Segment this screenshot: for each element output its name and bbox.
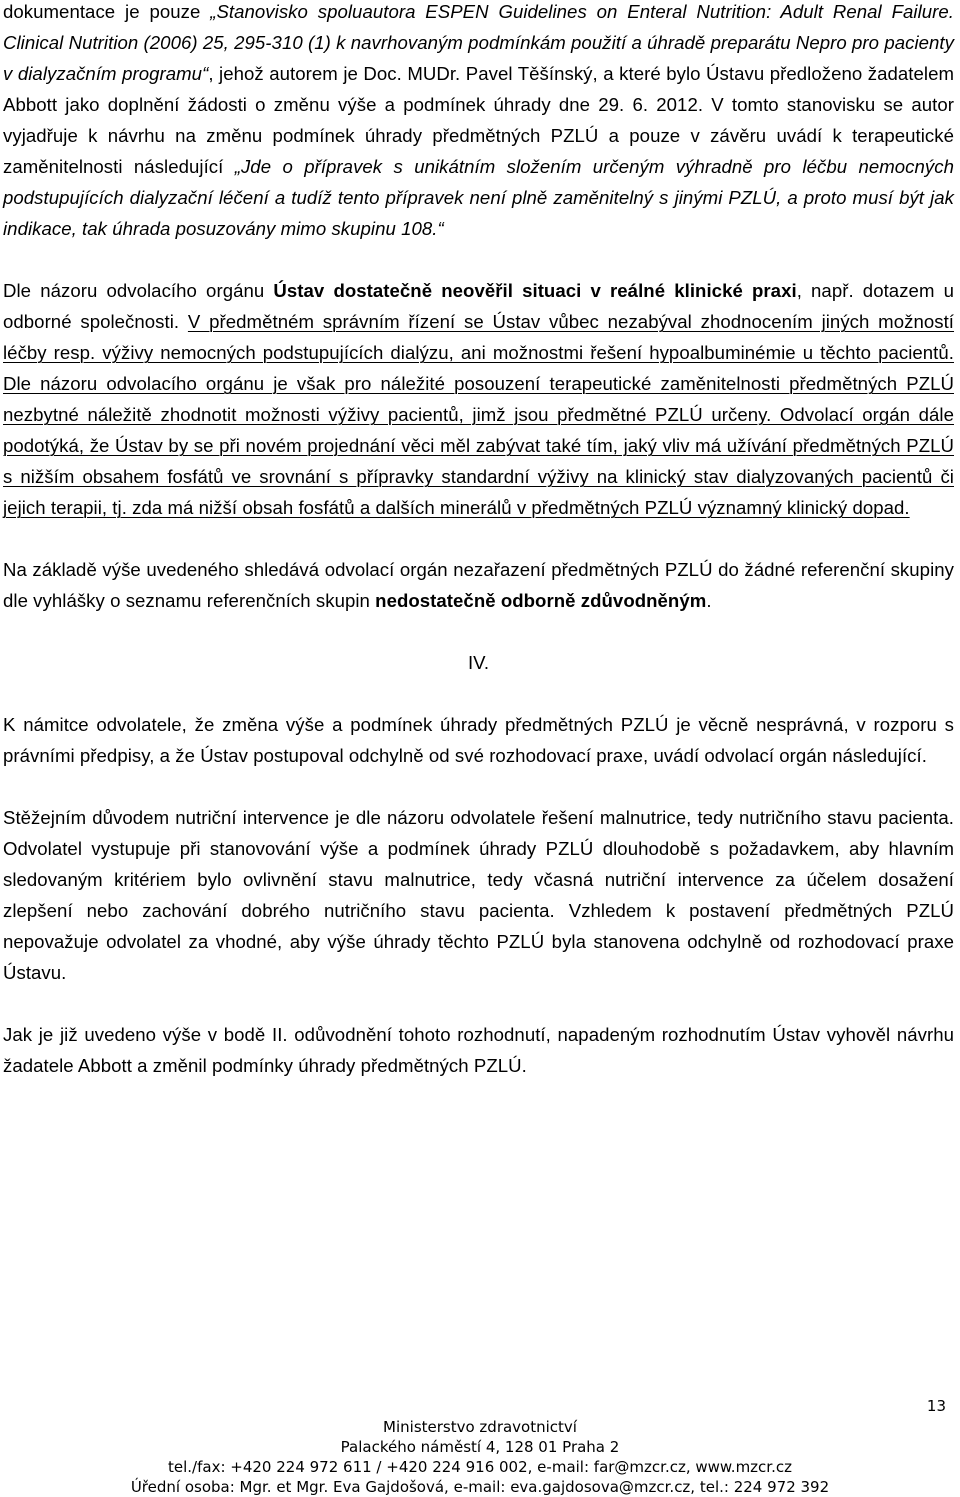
p3-text-a: Na základě výše uvedeného shledává odvolací orgán nezařazení předmětných PZLÚ do žádné referenční skupiny dle vyhlášky o seznamu referenčních skupin: [3, 559, 954, 611]
p1-quote-title: „Stanovisko spoluautora ESPEN Guidelines on Enteral Nutrition: Adult Renal Failure. Clinical Nutrition (2006) 25, 295-310 (1) k navrhovaným podmínkám použití a úhradě preparátu Nepro pro pacienty v dialyzačním programu“: [3, 1, 954, 84]
footer-address: Palackého náměstí 4, 128 01 Praha 2: [340, 1438, 620, 1456]
page-footer: [0, 1417, 960, 1497]
footer-contact: tel./fax: +420 224 972 611 / +420 224 916 002, e-mail: far@mzcr.cz, www.mzcr.cz: [168, 1458, 792, 1476]
p1-text-a: dokumentace je pouze: [3, 1, 211, 22]
p2-bold-statement: Ústav dostatečně neověřil situaci v reálné klinické praxi: [273, 280, 797, 301]
paragraph-documentation: [3, 0, 954, 244]
p2-text-a: Dle názoru odvolacího orgánu: [3, 280, 274, 301]
p2-underlined-2: Dle názoru odvolacího orgánu je však pro náležité posouzení terapeutické zaměnitelnosti předmětných PZLÚ nezbytné náležitě zhodnotit možnosti výživy pacientů, jimž jsou předmětné PZLÚ určeny. Odvolací orgán dále podotýká, že Ústav by se při novém projednání věci měl zabývat také tím, jaký vliv má užívání předmětných PZLÚ s nižším obsahem fosfátů ve srovnání s přípravky standardní výživy na klinický stav dialyzovaných pacientů či jejich terapii, tj. zda má nižší obsah fosfátů a dalších minerálů v předmětných PZLÚ významný klinický dopad.: [3, 373, 954, 518]
paragraph-malnutrition: Stěžejním důvodem nutriční intervence je dle názoru odvolatele řešení malnutrice, tedy nutričního stavu pacienta. Odvolatel vystupuje při stanovování výše a podmínek úhrady PZLÚ dlouhodobě s požadavkem, aby hlavním sledovaným kritériem bylo ovlivnění stavu malnutrice, tedy včasná nutriční intervence za účelem dosažení zlepšení nebo zachování dobrého nutričního stavu pacienta. Vzhledem k postavení předmětných PZLÚ nepovažuje odvolatel za vhodné, aby výše úhrady těchto PZLÚ byla stanovena odchylně od rozhodovací praxe Ústavu.: [3, 807, 954, 983]
p1-text-c: , jehož autorem je Doc. MUDr. Pavel Těšínský, a které bylo Ústavu předloženo žadatelem Abbott jako doplnění žádosti o změnu výše a podmínek úhrady dne 29. 6. 2012. V tomto stanovisku se autor vyjadřuje k návrhu na změnu podmínek úhrady předmětných PZLÚ a pouze v závěru uvádí k terapeutické zaměnitelnosti následující: [3, 63, 954, 177]
section-heading: IV.: [467, 652, 490, 673]
footer-ministry: Ministerstvo zdravotnictví: [383, 1418, 577, 1436]
p3-text-c: .: [706, 590, 712, 611]
page-number: 13: [926, 1397, 946, 1415]
paragraph-conclusion: [3, 554, 954, 616]
p1-quote-conclusion: „Jde o přípravek s unikátním složením určeným výhradně pro léčbu nemocných podstupujících dialyzační léčení a tudíž tento přípravek není plně zaměnitelný s jinými PZLÚ, a proto musí být jak indikace, tak úhrada posuzovány mimo skupinu 108.“: [3, 156, 954, 239]
p2-underlined-1: V předmětném správním řízení se Ústav vůbec nezabýval zhodnocením jiných možností léčby resp. výživy nemocných podstupujících dialýzu, ani možnostmi řešení hypoalbuminémie u těchto pacientů.: [3, 311, 955, 363]
paragraph-appellate-opinion: [3, 275, 954, 523]
paragraph-reference: Jak je již uvedeno výše v bodě II. odůvodnění tohoto rozhodnutí, napadeným rozhodnutím Ústav vyhověl návrhu žadatele Abbott a změnil podmínky úhrady předmětných PZLÚ.: [3, 1024, 954, 1076]
paragraph-objection: K námitce odvolatele, že změna výše a podmínek úhrady předmětných PZLÚ je věcně nesprávná, v rozporu s právními předpisy, a že Ústav postupoval odchylně od své rozhodovací praxe, uvádí odvolací orgán následující.: [3, 714, 954, 766]
p3-bold-statement: nedostatečně odborně zdůvodněným: [375, 590, 707, 611]
p2-text-c: , např. dotazem u odborné společnosti.: [3, 280, 955, 332]
footer-official: Úřední osoba: Mgr. et Mgr. Eva Gajdošová, e-mail: eva.gajdosova@mzcr.cz, tel.: 224 972 392: [130, 1478, 830, 1496]
document-body: [3, 0, 954, 1112]
